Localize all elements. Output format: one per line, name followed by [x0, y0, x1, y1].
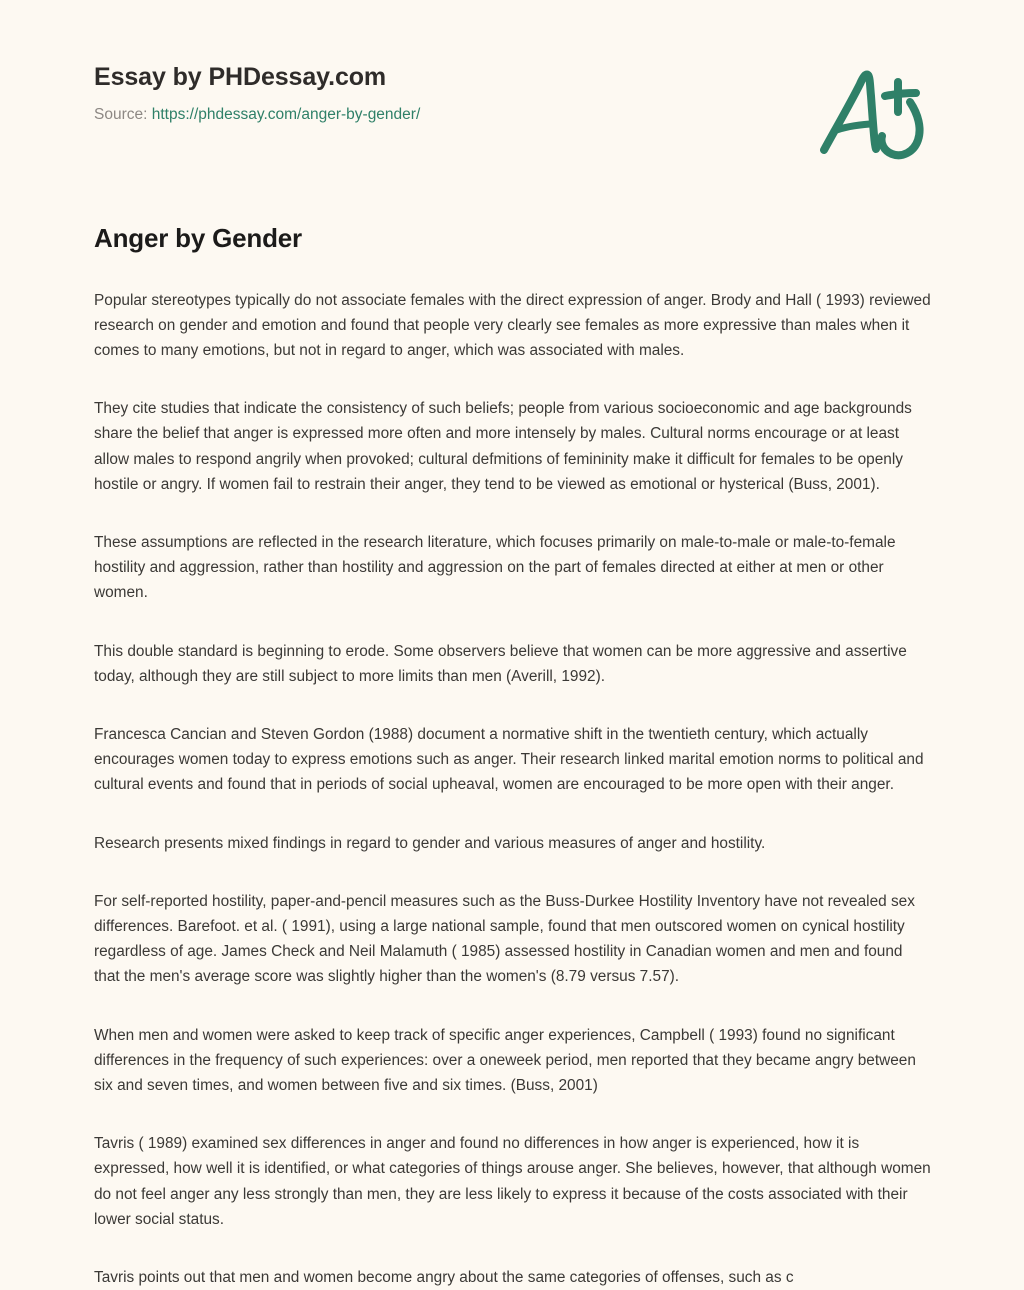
paragraph: These assumptions are reflected in the research literature, which focuses primarily on male-to-male or male-to-female hostility and aggression, rather than hostility and aggression on the part of females directed at either at men or other women.	[94, 533, 896, 602]
paragraph: Tavris points out that men and women become angry about the same categories of offenses, such as c	[94, 1268, 794, 1286]
paragraph: When men and women were asked to keep track of specific anger experiences, Campbell ( 1993) found no significant differences in the frequency of such experiences: over a oneweek period, men reported that they became angry between six and seven times, and women between five and six times. (Buss, 2001)	[94, 1026, 916, 1094]
brand-title: Essay by PHDessay.com	[94, 63, 387, 91]
aplus-logo-icon	[812, 62, 940, 166]
paragraph: This double standard is beginning to erode. Some observers believe that women can be more aggressive and assertive today, although they are still subject to more limits than men (Averill, 1992).	[94, 642, 907, 685]
paragraph: Research presents mixed findings in regard to gender and various measures of anger and hostility.	[94, 834, 766, 852]
page-title: Anger by Gender	[94, 223, 302, 253]
source-url-link[interactable]: https://phdessay.com/anger-by-gender/	[151, 106, 421, 123]
paragraph: Francesca Cancian and Steven Gordon (1988) document a normative shift in the twentieth century, which actually encourages women today to express emotions such as anger. Their research linked marital emotion norms to political and cultural events and found that in periods of social upheaval, women are encouraged to be more open with their anger.	[94, 725, 924, 794]
paragraph: Popular stereotypes typically do not associate females with the direct expression of anger. Brody and Hall ( 1993) reviewed research on gender and emotion and found that people very clearly see females as more expressive than males when it comes to many emotions, but not in regard to anger, which was associated with males.	[94, 291, 931, 359]
paragraph: For self-reported hostility, paper-and-pencil measures such as the Buss-Durkee Hostility Inventory have not revealed sex differences. Barefoot. et al. ( 1991), using a large national sample, found that men outscored women on cynical hostility regardless of age. James Check and Neil Malamuth ( 1985) assessed hostility in Canadian women and men and found that the men's average score was slightly higher than the women's (8.79 versus 7.57).	[94, 892, 915, 986]
paragraph: Tavris ( 1989) examined sex differences in anger and found no differences in how anger is experienced, how it is expressed, how well it is identified, or what categories of things arouse anger. She believes, however, that although women do not feel anger any less strongly than men, they are less likely to express it because of the costs associated with their lower social status.	[94, 1135, 931, 1228]
article-body	[94, 222, 932, 1290]
source-label: Source:	[94, 106, 148, 123]
paragraph: They cite studies that indicate the consistency of such beliefs; people from various socioeconomic and age backgrounds share the belief that anger is expressed more often and more intensely by males. Cultural norms encourage or at least allow males to respond angrily when provoked; cultural defmitions of femininity make it difficult for females to be openly hostile or angry. If women fail to restrain their anger, they tend to be viewed as emotional or hysterical (Buss, 2001).	[94, 400, 912, 493]
